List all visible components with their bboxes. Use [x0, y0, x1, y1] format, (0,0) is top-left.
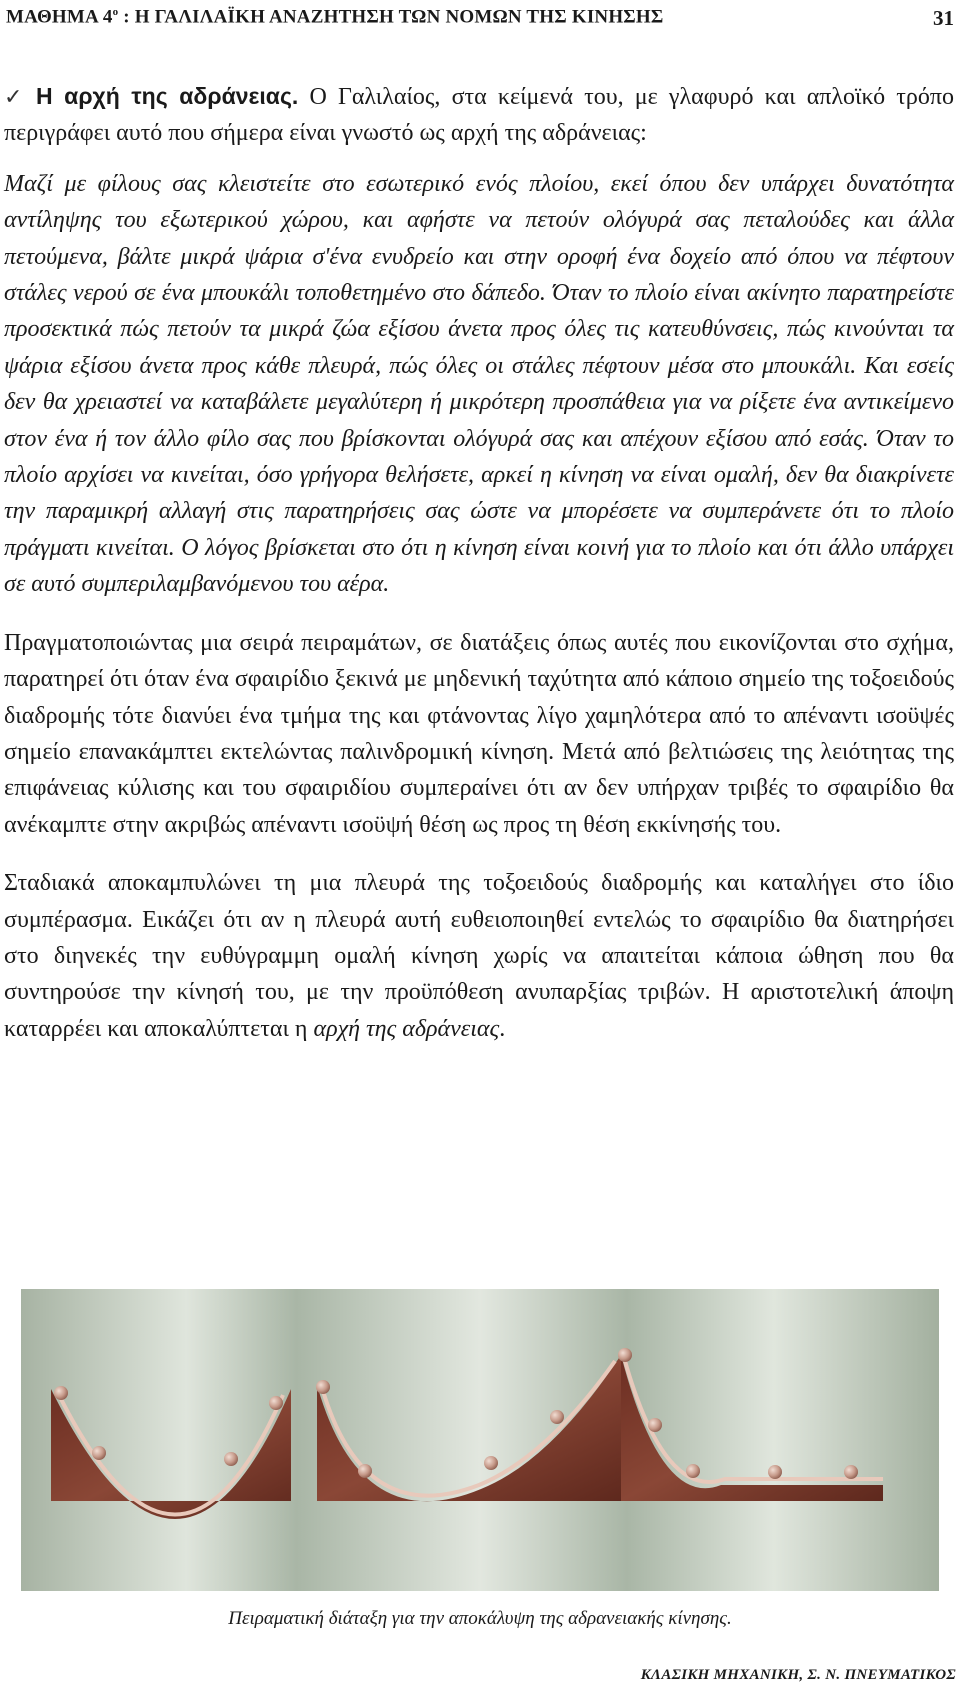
- figure-caption: Πειραματική διάταξη για την αποκάλυψη της αδρανειακής κίνησης.: [228, 1608, 732, 1629]
- ball: [768, 1465, 782, 1479]
- page-number: 31: [933, 6, 954, 30]
- inertia-experiment-figure: [21, 1289, 939, 1591]
- paragraph-conclusion-end: .: [499, 1015, 506, 1042]
- section-intro-text: Ο Γαλιλαίος, στα κείμενά του, με γλαφυρό και απλοϊκό τρόπο περιγράφει αυτό που σήμερα είναι γνωστό ως αρχή της αδράνειας:: [4, 84, 954, 147]
- figure-background: [21, 1289, 939, 1591]
- ball: [484, 1456, 498, 1470]
- ball: [224, 1452, 238, 1466]
- lesson-number: ΜΑΘΗΜΑ 4: [6, 6, 113, 28]
- lesson-title: : Η ΓΑΛΙΛΑΪΚΗ ΑΝΑΖΗΤΗΣΗ ΤΩΝ ΝΟΜΩΝ ΤΗΣ ΚΙΝΗΣΗΣ: [118, 6, 664, 28]
- experiment-illustration: [21, 1289, 939, 1591]
- ball: [648, 1418, 662, 1432]
- ball: [844, 1465, 858, 1479]
- section-intro: [4, 78, 954, 152]
- main-content: [4, 78, 954, 1069]
- page-footer: ΚΛΑΣΙΚΗ ΜΗΧΑΝΙΚΗ, Σ. Ν. ΠΝΕΥΜΑΤΙΚΟΣ: [640, 1667, 956, 1683]
- section-title: Η αρχή της αδράνειας.: [36, 83, 299, 109]
- page-header: [6, 6, 954, 36]
- ball: [316, 1380, 330, 1394]
- chapter-title: [6, 6, 664, 28]
- ball: [92, 1446, 106, 1460]
- paragraph-experiments: Πραγματοποιώντας μια σειρά πειραμάτων, σε διατάξεις όπως αυτές που εικονίζονται στο σχήμα, παρατηρεί ότι όταν ένα σφαιρίδιο ξεκινά με μηδενική ταχύτητα από κάποιο σημείο της τοξοειδούς διαδρομής τότε διανύει ένα τμήμα της και φτάνοντας λίγο χαμηλότερα από το απέναντι ισοϋψές σημείο επανακάμπτει εκτελώντας παλινδρομική κίνηση. Μετά από βελτιώσεις της λειότητας της επιφάνειας κύλισης και του σφαιριδίου συμπεραίνει ότι αν δεν υπήρχαν τριβές το σφαιρίδιο θα ανέκαμπτε στην ακριβώς απέναντι ισοϋψή θέση ως προς τη θέση εκκίνησής του.: [4, 629, 954, 838]
- check-icon: ✓: [4, 84, 23, 109]
- ball: [269, 1396, 283, 1410]
- ball: [54, 1386, 68, 1400]
- inertia-emphasis: αρχή της αδράνειας: [313, 1015, 500, 1042]
- paragraph-conclusion-text: Σταδιακά αποκαμπυλώνει τη μια πλευρά της τοξοειδούς διαδρομής και καταλήγει στο ίδιο συμπέρασμα. Εικάζει ότι αν η πλευρά αυτή ευθειοποιηθεί εντελώς το σφαιρίδιο θα διατηρήσει στο διηνεκές την ευθύγραμμη ομαλή κίνηση χωρίς να απαιτείται κάποια ώθηση που θα συντηρούσε την κίνησή του, με την προϋπόθεση ανυπαρξίας τριβών. Η αριστοτελική άποψη καταρρέει και αποκαλύπτεται η: [4, 870, 954, 1042]
- ball: [550, 1410, 564, 1424]
- galileo-quote: Μαζί με φίλους σας κλειστείτε στο εσωτερικό ενός πλοίου, εκεί όπου δεν υπάρχει δυνατότητα αντίληψης του εξωτερικού χώρου, και αφήστε να πετούν ολόγυρά σας πεταλούδες και άλλα πετούμενα, βάλτε μικρά ψάρια σ'ένα ενυδρείο και στην οροφή ένα δοχείο από όπου να πέφτουν στάλες νερού σε ένα μπουκάλι τοποθετημένο στο δάπεδο. Όταν το πλοίο είναι ακίνητο παρατηρείστε προσεκτικά πώς πετούν τα μικρά ζώα εξίσου άνετα προς όλες τις κατευθύνσεις, πώς κινούνται τα ψάρια εξίσου άνετα προς κάθε πλευρά, πώς όλες οι στάλες πέφτουν μέσα στο μπουκάλι. Και εσείς δεν θα χρειαστεί να καταβάλετε μεγαλύτερη ή μικρότερη προσπάθεια για να ρίξετε ένα αντικείμενο στον ένα ή τον άλλο φίλο σας που βρίσκονται ολόγυρά σας και απέχουν εξίσου από εσάς. Όταν το πλοίο αρχίσει να κινείται, όσο γρήγορα θελήσετε, αρκεί η κίνηση να είναι ομαλή, δεν θα διακρίνετε την παραμικρή αλλαγή στις παρατηρήσεις σας ώστε να μπορέσετε να συμπεράνετε ότι το πλοίο πράγματι κινείται. Ο λόγος βρίσκεται στο ότι η κίνηση είναι κοινή για το πλοίο και ότι άλλο υπάρχει σε αυτό συμπεριλαμβανόμενου του αέρα.: [4, 170, 954, 598]
- ball: [686, 1464, 700, 1478]
- ball: [618, 1348, 632, 1362]
- paragraph-conclusion: [4, 865, 954, 1047]
- lesson-ordinal: ο: [112, 6, 119, 18]
- ball: [358, 1464, 372, 1478]
